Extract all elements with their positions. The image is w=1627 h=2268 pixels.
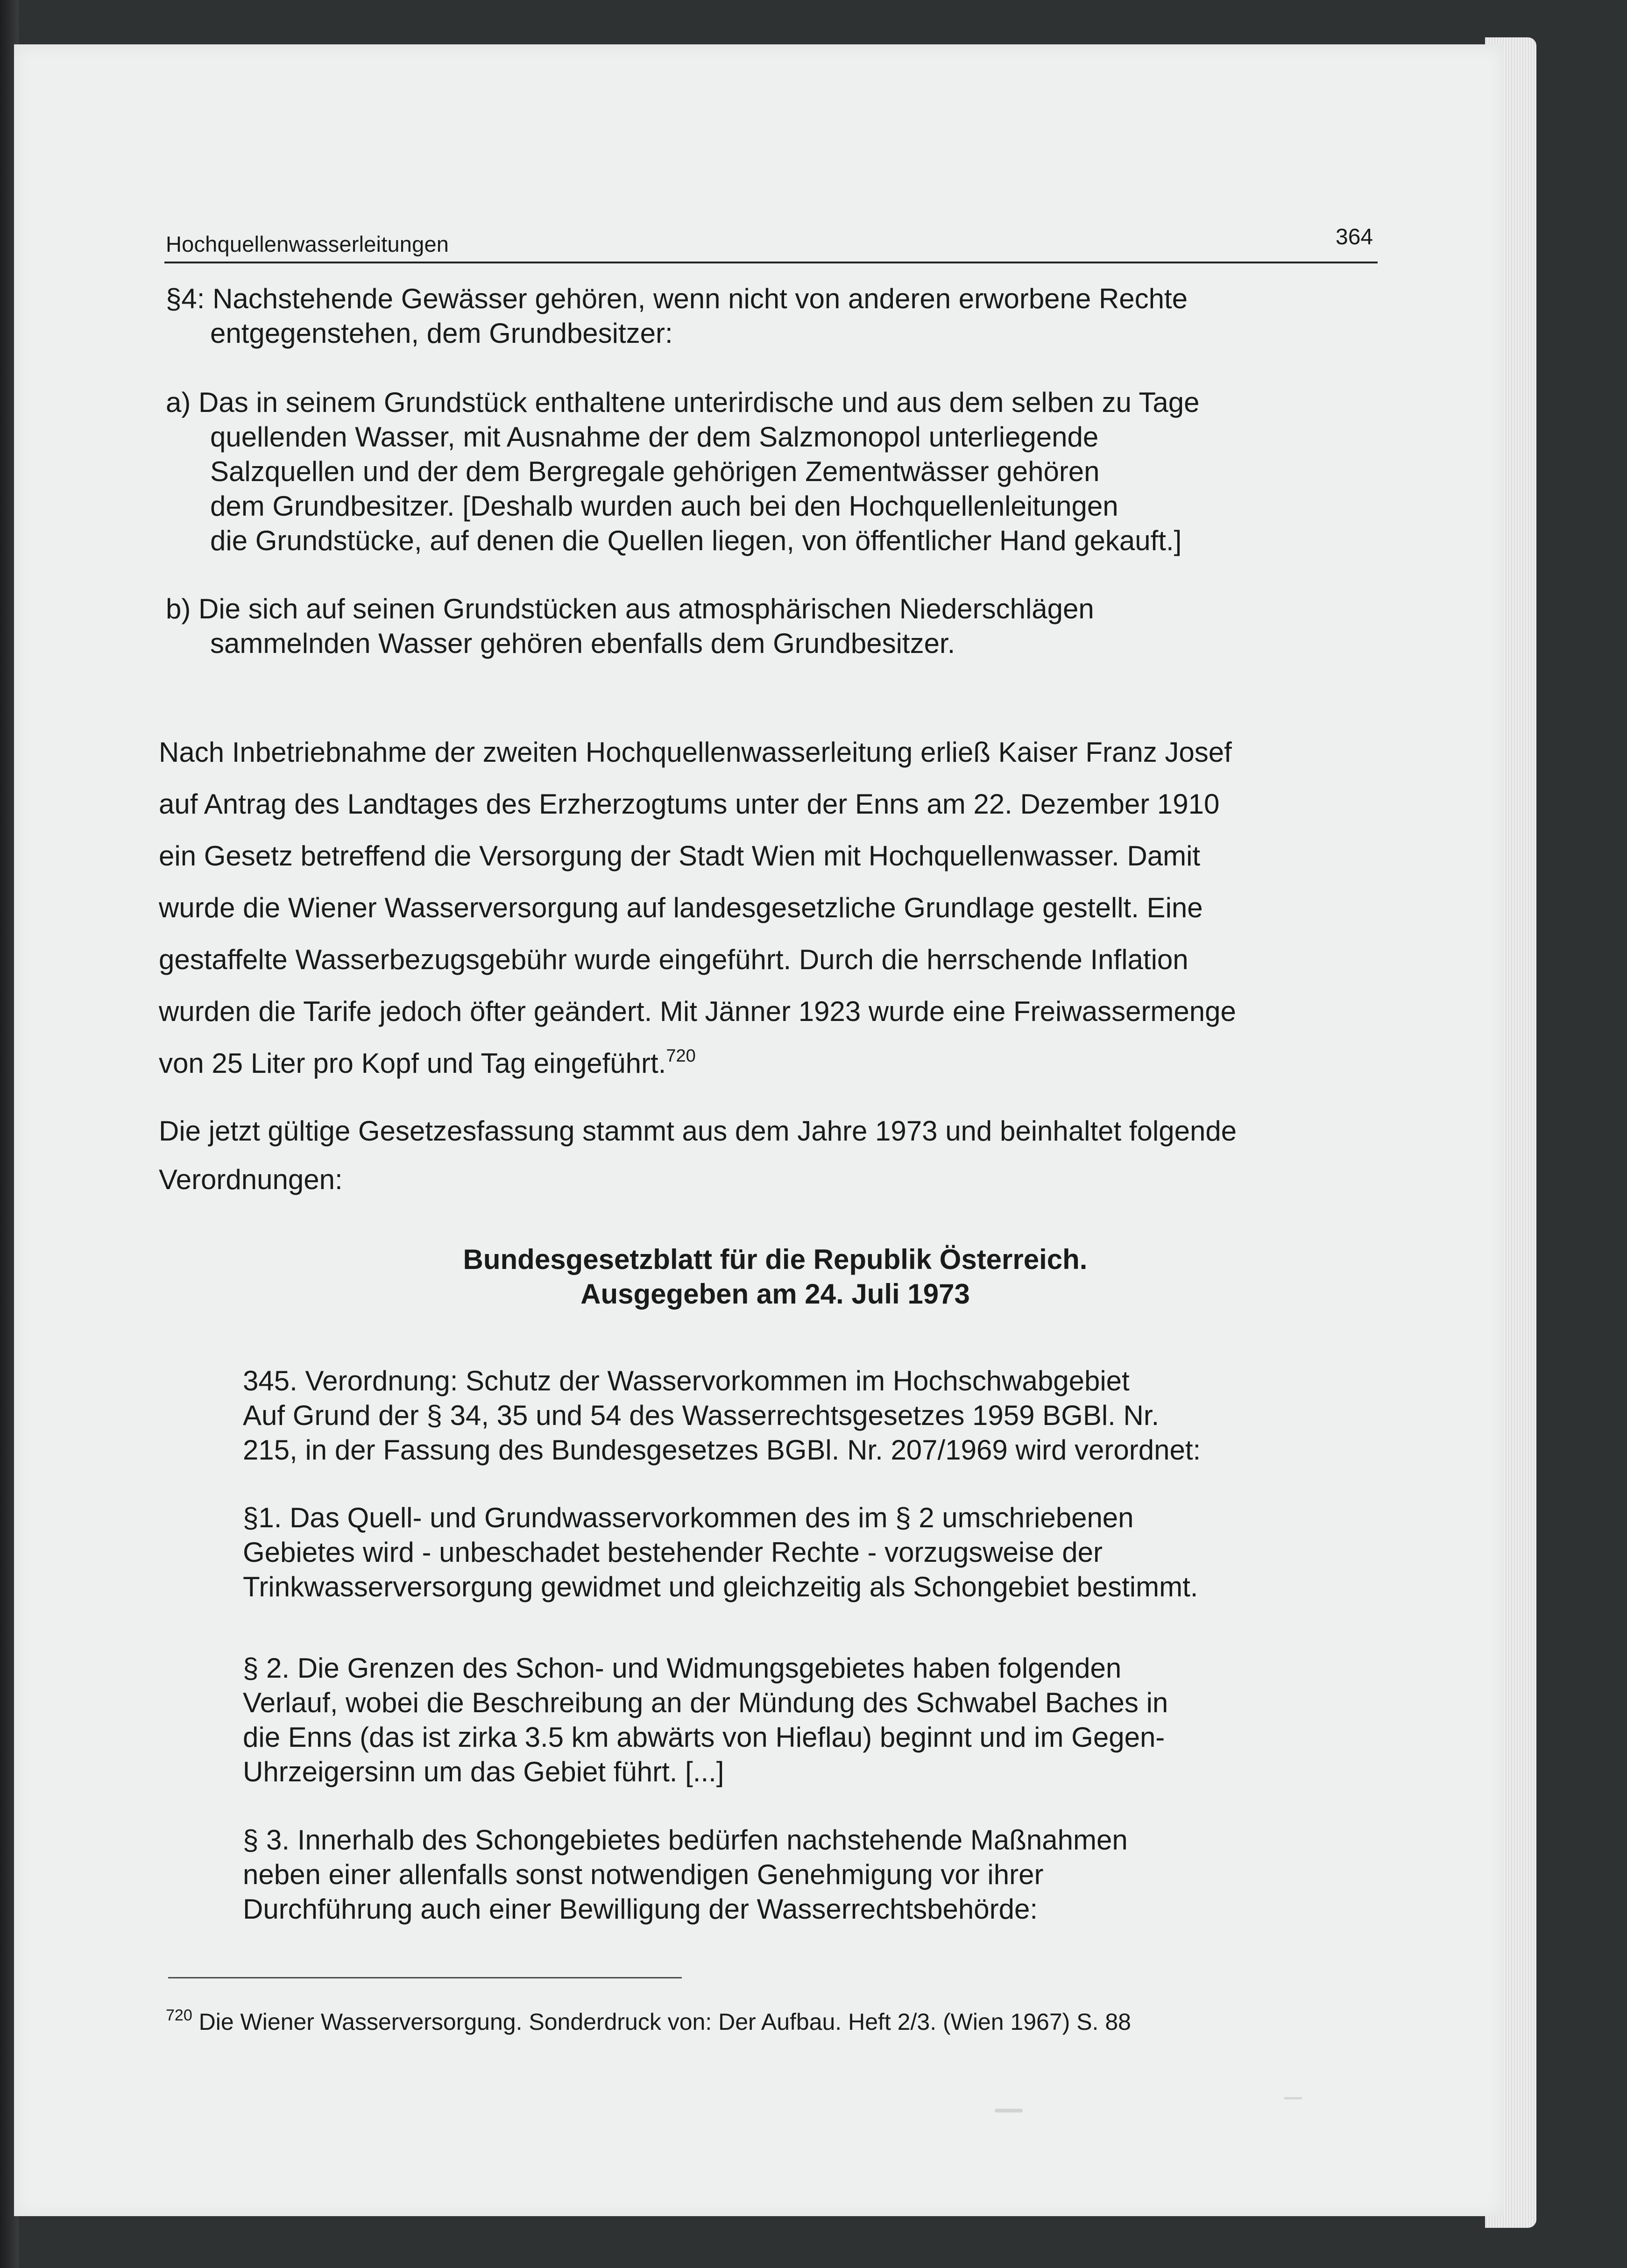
paragraph-2-line: Uhrzeigersinn um das Gebiet führt. [...] (243, 1756, 724, 1787)
page-number: 364 (1336, 225, 1373, 249)
intro-line: Verordnungen: (159, 1164, 343, 1195)
gazette-title: Bundesgesetzblatt für die Republik Österreich. (463, 1244, 1088, 1275)
main-paragraph-line: wurde die Wiener Wasserversorgung auf landesgesetzliche Grundlage gestellt. Eine (159, 892, 1203, 923)
ordinance-line: 345. Verordnung: Schutz der Wasservorkommen im Hochschwabgebiet (243, 1365, 1130, 1396)
book-page (14, 44, 1504, 2216)
item-a-line: a) Das in seinem Grundstück enthaltene unterirdische und aus dem selben zu Tage (166, 387, 1200, 418)
paragraph-1-line: Gebietes wird - unbeschadet bestehender Rechte - vorzugsweise der (243, 1537, 1103, 1568)
item-a-line: quellenden Wasser, mit Ausnahme der dem Salzmonopol unterliegende (210, 421, 1099, 453)
footnote-number: 720 (166, 2006, 192, 2024)
paragraph-1-line: §1. Das Quell- und Grundwasservorkommen des im § 2 umschriebenen (243, 1502, 1134, 1533)
paragraph-2-line: § 2. Die Grenzen des Schon- und Widmungsgebietes haben folgenden (243, 1652, 1122, 1684)
footnote (166, 2008, 1131, 2035)
footnote-rule (168, 1977, 682, 1978)
main-paragraph-line: auf Antrag des Landtages des Erzherzogtums unter der Enns am 22. Dezember 1910 (159, 788, 1220, 820)
scan-smudge (1284, 2097, 1302, 2099)
section4-line: entgegenstehen, dem Grundbesitzer: (210, 318, 673, 349)
gazette-date: Ausgegeben am 24. Juli 1973 (580, 1278, 970, 1310)
running-head: Hochquellenwasserleitungen (166, 232, 449, 256)
ordinance-line: 215, in der Fassung des Bundesgesetzes BGBl. Nr. 207/1969 wird verordnet: (243, 1434, 1201, 1466)
main-paragraph-line: ein Gesetz betreffend die Versorgung der Stadt Wien mit Hochquellenwasser. Damit (159, 840, 1201, 872)
item-a-line: dem Grundbesitzer. [Deshalb wurden auch bei den Hochquellenleitungen (210, 490, 1118, 522)
paragraph-3-line: Durchführung auch einer Bewilligung der Wasserrechtsbehörde: (243, 1893, 1038, 1925)
item-b-line: b) Die sich auf seinen Grundstücken aus atmosphärischen Niederschlägen (166, 593, 1094, 624)
item-a-line: Salzquellen und der dem Bergregale gehörigen Zementwässer gehören (210, 456, 1100, 487)
main-paragraph-line: wurden die Tarife jedoch öfter geändert. Mit Jänner 1923 wurde eine Freiwassermenge (159, 996, 1236, 1027)
paragraph-3-line: § 3. Innerhalb des Schongebietes bedürfen nachstehende Maßnahmen (243, 1824, 1128, 1856)
scan-smudge (995, 2109, 1023, 2112)
main-paragraph-line: Nach Inbetriebnahme der zweiten Hochquellenwasserleitung erließ Kaiser Franz Josef (159, 737, 1232, 768)
paragraph-2-line: die Enns (das ist zirka 3.5 km abwärts von Hieflau) beginnt und im Gegen- (243, 1722, 1165, 1753)
item-a-line: die Grundstücke, auf denen die Quellen liegen, von öffentlicher Hand gekauft.] (210, 525, 1182, 556)
footnote-reference: 720 (666, 1046, 696, 1066)
ordinance-line: Auf Grund der § 34, 35 und 54 des Wasserrechtsgesetzes 1959 BGBl. Nr. (243, 1400, 1160, 1431)
main-paragraph-line: gestaffelte Wasserbezugsgebühr wurde eingeführt. Durch die herrschende Inflation (159, 944, 1188, 975)
intro-line: Die jetzt gültige Gesetzesfassung stammt aus dem Jahre 1973 und beinhaltet folgende (159, 1115, 1237, 1147)
paragraph-2-line: Verlauf, wobei die Beschreibung an der Mündung des Schwabel Baches in (243, 1687, 1168, 1718)
main-paragraph-last-line (159, 1037, 696, 1089)
paragraph-3-line: neben einer allenfalls sonst notwendigen Genehmigung vor ihrer (243, 1859, 1044, 1890)
item-b-line: sammelnden Wasser gehören ebenfalls dem Grundbesitzer. (210, 628, 955, 659)
header-rule (164, 262, 1378, 263)
main-paragraph-line: von 25 Liter pro Kopf und Tag eingeführt. (159, 1048, 666, 1079)
section4-line: §4: Nachstehende Gewässer gehören, wenn nicht von anderen erworbene Rechte (166, 283, 1188, 314)
paragraph-1-line: Trinkwasserversorgung gewidmet und gleichzeitig als Schongebiet bestimmt. (243, 1571, 1198, 1602)
footnote-text: Die Wiener Wasserversorgung. Sonderdruck von: Der Aufbau. Heft 2/3. (Wien 1967) S. 88 (198, 2009, 1131, 2035)
